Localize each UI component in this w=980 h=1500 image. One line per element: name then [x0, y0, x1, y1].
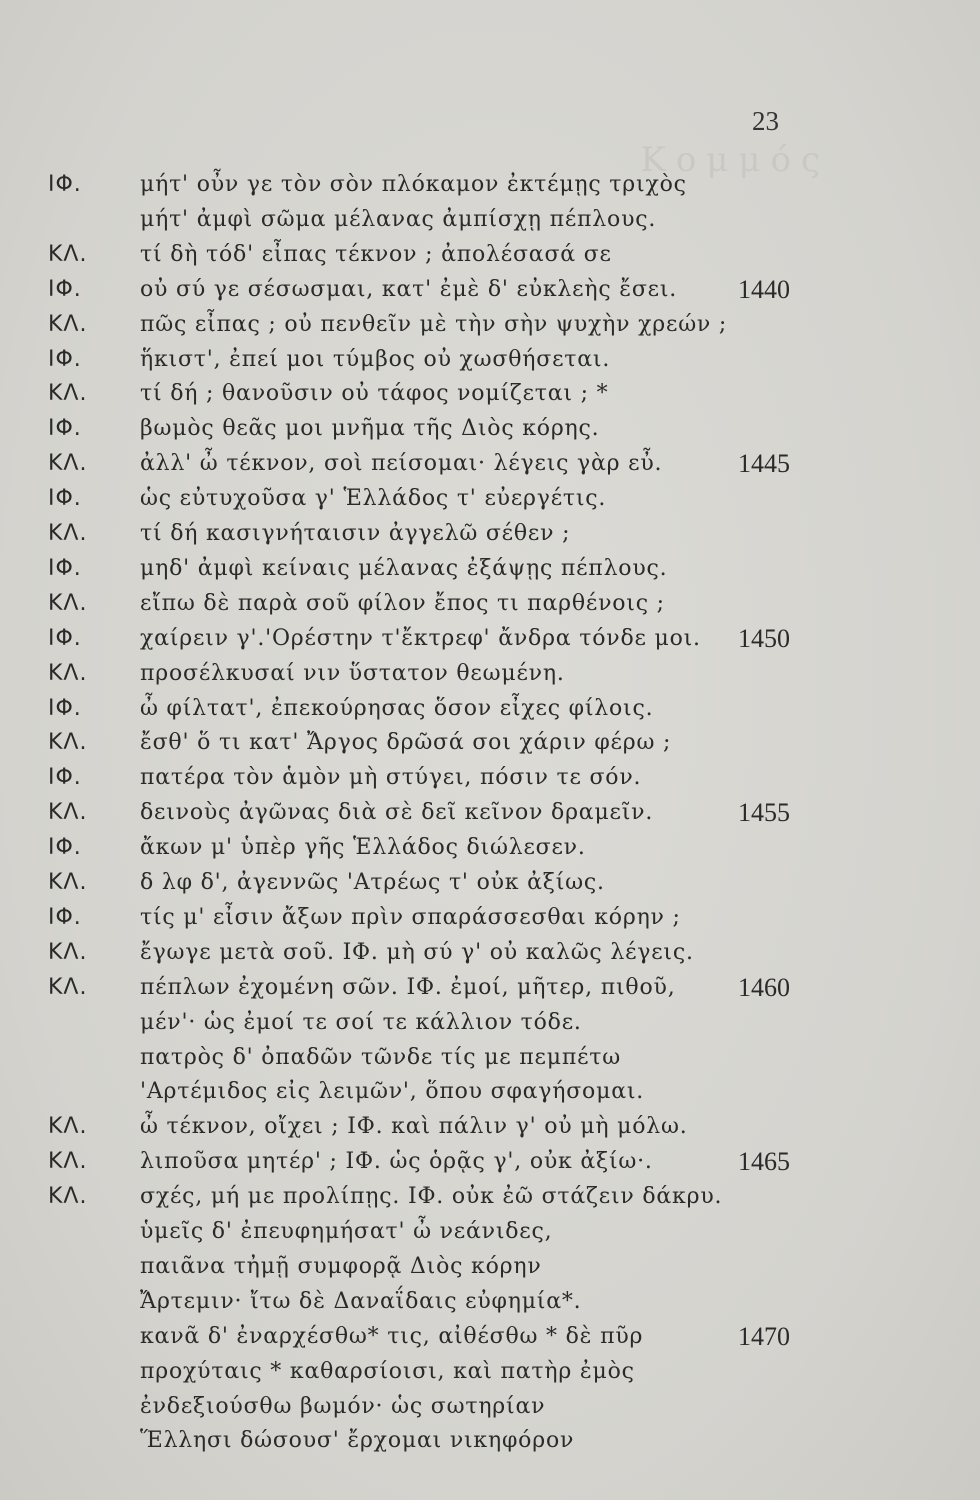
speaker-label: ΚΛ. — [48, 451, 88, 477]
verse-text: κανᾶ δ' ἐναρχέσθω* τις, αἰθέσθω * δὲ πῦρ — [140, 1323, 644, 1349]
verse-text: παιᾶνα τἠμῇ συμφορᾷ Διὸς κόρην — [140, 1253, 542, 1279]
verse-line — [0, 1214, 980, 1250]
verse-line — [0, 935, 980, 971]
speaker-label: ΙΦ. — [48, 904, 82, 930]
verse-line — [0, 970, 980, 1006]
verse-line — [0, 551, 980, 587]
verse-line — [0, 1179, 980, 1215]
speaker-label: ΙΦ. — [48, 486, 82, 512]
speaker-label: ΙΦ. — [48, 695, 82, 721]
verse-text: μήτ' οὖν γε τὸν σὸν πλόκαμον ἐκτέμῃς τριχὸς — [140, 172, 687, 197]
line-number: 1465 — [738, 1147, 790, 1177]
verse-line — [0, 237, 980, 273]
speaker-label: ΚΛ. — [48, 311, 88, 337]
verse-line — [0, 830, 980, 866]
verse-text: εἴπω δὲ παρὰ σοῦ φίλον ἔπος τι παρθένοις ; — [140, 590, 665, 616]
speaker-label: ΚΛ. — [48, 1149, 88, 1175]
verse-text: οὐ σύ γε σέσωσμαι, κατ' ἐμὲ δ' εὐκλεὴς ἔσει. — [140, 276, 678, 302]
verse-text: τί δή κασιγνήταισιν ἀγγελῶ σέθεν ; — [140, 521, 571, 546]
speaker-label: ΙΦ. — [48, 555, 82, 581]
verse-line — [0, 760, 980, 796]
verse-line — [0, 1040, 980, 1076]
speaker-label: ΚΛ. — [48, 800, 88, 826]
verse-text: χαίρειν γ'.'Ορέστην τ'ἔκτρεφ' ἄνδρα τόνδε μοι. — [140, 625, 701, 651]
verse-text: ἐνδεξιούσθω βωμόν· ὡς σωτηρίαν — [140, 1393, 546, 1419]
verse-text: προσέλκυσαί νιν ὕστατον θεωμένη. — [140, 660, 565, 686]
verse-line — [0, 586, 980, 622]
verse-line — [0, 1144, 980, 1180]
verse-line — [0, 202, 980, 238]
page-number: 23 — [752, 106, 779, 136]
verse-text: Ἕλλησι δώσουσ' ἔρχομαι νικηφόρον — [140, 1428, 575, 1454]
verse-line — [0, 725, 980, 761]
verse-text: λιποῦσα μητέρ' ; ΙΦ. ὡς ὁρᾷς γ', οὐκ ἀξίω·. — [140, 1149, 653, 1175]
speaker-label: ΚΛ. — [48, 870, 88, 895]
verse-line — [0, 1249, 980, 1285]
speaker-label: ΙΦ. — [48, 416, 82, 442]
verse-line — [0, 411, 980, 447]
verse-text: πέπλων ἐχομένη σῶν. ΙΦ. ἐμοί, μῆτερ, πιθοῦ, — [140, 974, 676, 1000]
verse-line — [0, 1109, 980, 1145]
line-number: 1460 — [738, 972, 790, 1002]
verse-line — [0, 1005, 980, 1041]
verse-line — [0, 795, 980, 831]
speaker-label: ΚΛ. — [48, 1114, 88, 1140]
verse-line — [0, 865, 980, 901]
speaker-label: ΙΦ. — [48, 172, 82, 197]
verse-text: ἀλλ' ὦ τέκνον, σοὶ πείσομαι· λέγεις γὰρ εὖ. — [140, 451, 663, 477]
verse-text: τί δή ; θανοῦσιν οὐ τάφος νομίζεται ; * — [140, 381, 609, 407]
speaker-label: ΚΛ. — [48, 660, 88, 686]
verse-text: 'Αρτέμιδος εἰς λειμῶν', ὅπου σφαγήσομαι. — [140, 1079, 645, 1105]
verse-line — [0, 621, 980, 657]
line-number: 1440 — [738, 274, 790, 304]
speaker-label: ΚΛ. — [48, 730, 88, 756]
verse-line — [0, 691, 980, 727]
speaker-label: ΚΛ. — [48, 521, 88, 546]
verse-text: δ λφ δ', ἀγεννῶς 'Ατρέως τ' οὐκ ἀξίως. — [140, 870, 605, 895]
verse-line — [0, 446, 980, 482]
verse-line — [0, 167, 980, 203]
speaker-label: ΙΦ. — [48, 346, 82, 372]
verse-line — [0, 342, 980, 378]
verse-text: προχύταις * καθαρσίοισι, καὶ πατὴρ ἐμὸς — [140, 1358, 635, 1384]
verse-text: ἄκων μ' ὑπὲρ γῆς Ἑλλάδος διώλεσεν. — [140, 835, 586, 861]
verse-text: σχές, μή με προλίπῃς. ΙΦ. οὐκ ἐῶ στάζειν δάκρυ. — [140, 1184, 723, 1210]
speaker-label: ΙΦ. — [48, 276, 82, 302]
verse-line — [0, 1423, 980, 1459]
speaker-label: ΚΛ. — [48, 590, 88, 616]
line-number: 1450 — [738, 623, 790, 653]
verse-text: μέν'· ὡς ἐμοί τε σοί τε κάλλιον τόδε. — [140, 1009, 582, 1035]
verse-text: βωμὸς θεᾶς μοι μνῆμα τῆς Διὸς κόρης. — [140, 416, 600, 442]
verse-text: ὦ φίλτατ', ἐπεκούρησας ὅσον εἶχες φίλοις. — [140, 695, 654, 721]
verse-line — [0, 376, 980, 412]
verse-line — [0, 307, 980, 343]
line-number: 1455 — [738, 798, 790, 828]
verse-line — [0, 1074, 980, 1110]
verse-text: ὡς εὐτυχοῦσα γ' Ἑλλάδος τ' εὐεργέτις. — [140, 486, 607, 512]
verse-line — [0, 656, 980, 692]
verse-text: ἔσθ' ὅ τι κατ' Ἄργος δρῶσά σοι χάριν φέρω ; — [140, 730, 672, 756]
verse-text: πατέρα τὸν ἁμὸν μὴ στύγει, πόσιν τε σόν. — [140, 765, 642, 791]
speaker-label: ΚΛ. — [48, 939, 88, 965]
verse-text: ὑμεῖς δ' ἐπευφημήσατ' ὦ νεάνιδες, — [140, 1219, 553, 1244]
speaker-label: ΙΦ. — [48, 835, 82, 861]
verse-text: πατρὸς δ' ὀπαδῶν τῶνδε τίς με πεμπέτω — [140, 1044, 622, 1070]
verse-text: Ἄρτεμιν· ἴτω δὲ Δαναΐδαις εὐφημία*. — [140, 1288, 582, 1314]
verse-line — [0, 900, 980, 936]
verse-text: ὦ τέκνον, οἴχει ; ΙΦ. καὶ πάλιν γ' οὐ μὴ μόλω. — [140, 1114, 688, 1140]
line-number: 1445 — [738, 449, 790, 479]
line-number: 1470 — [738, 1321, 790, 1351]
verse-text: δεινοὺς ἀγῶνας διὰ σὲ δεῖ κεῖνον δραμεῖν. — [140, 800, 654, 826]
speaker-label: ΚΛ. — [48, 381, 88, 407]
verse-line — [0, 1389, 980, 1425]
verse-line — [0, 272, 980, 308]
verse-text: μήτ' ἀμφὶ σῶμα μέλανας ἀμπίσχῃ πέπλους. — [140, 206, 657, 232]
speaker-label: ΙΦ. — [48, 765, 82, 791]
speaker-label: ΚΛ. — [48, 1184, 88, 1210]
verse-text: ἔγωγε μετὰ σοῦ. ΙΦ. μὴ σύ γ' οὐ καλῶς λέγεις. — [140, 939, 694, 965]
speaker-label: ΚΛ. — [48, 974, 88, 1000]
verse-text: τίς μ' εἶσιν ἄξων πρὶν σπαράσσεσθαι κόρην ; — [140, 904, 681, 930]
verse-line — [0, 516, 980, 552]
verse-line — [0, 1354, 980, 1390]
verse-text: ἥκιστ', ἐπεί μοι τύμβος οὐ χωσθήσεται. — [140, 346, 611, 372]
verse-text: μηδ' ἀμφὶ κείναις μέλανας ἐξάψῃς πέπλους. — [140, 555, 668, 581]
verse-line — [0, 481, 980, 517]
speaker-label: ΚΛ. — [48, 241, 88, 267]
bleed-through-heading: Κομμός — [640, 140, 830, 180]
verse-line — [0, 1319, 980, 1355]
verse-text: πῶς εἶπας ; οὐ πενθεῖν μὲ τὴν σὴν ψυχὴν χρεών ; — [140, 311, 728, 337]
speaker-label: ΙΦ. — [48, 625, 82, 651]
verse-line — [0, 1284, 980, 1320]
verse-text: τί δὴ τόδ' εἶπας τέκνον ; ἀπολέσασά σε — [140, 241, 612, 267]
